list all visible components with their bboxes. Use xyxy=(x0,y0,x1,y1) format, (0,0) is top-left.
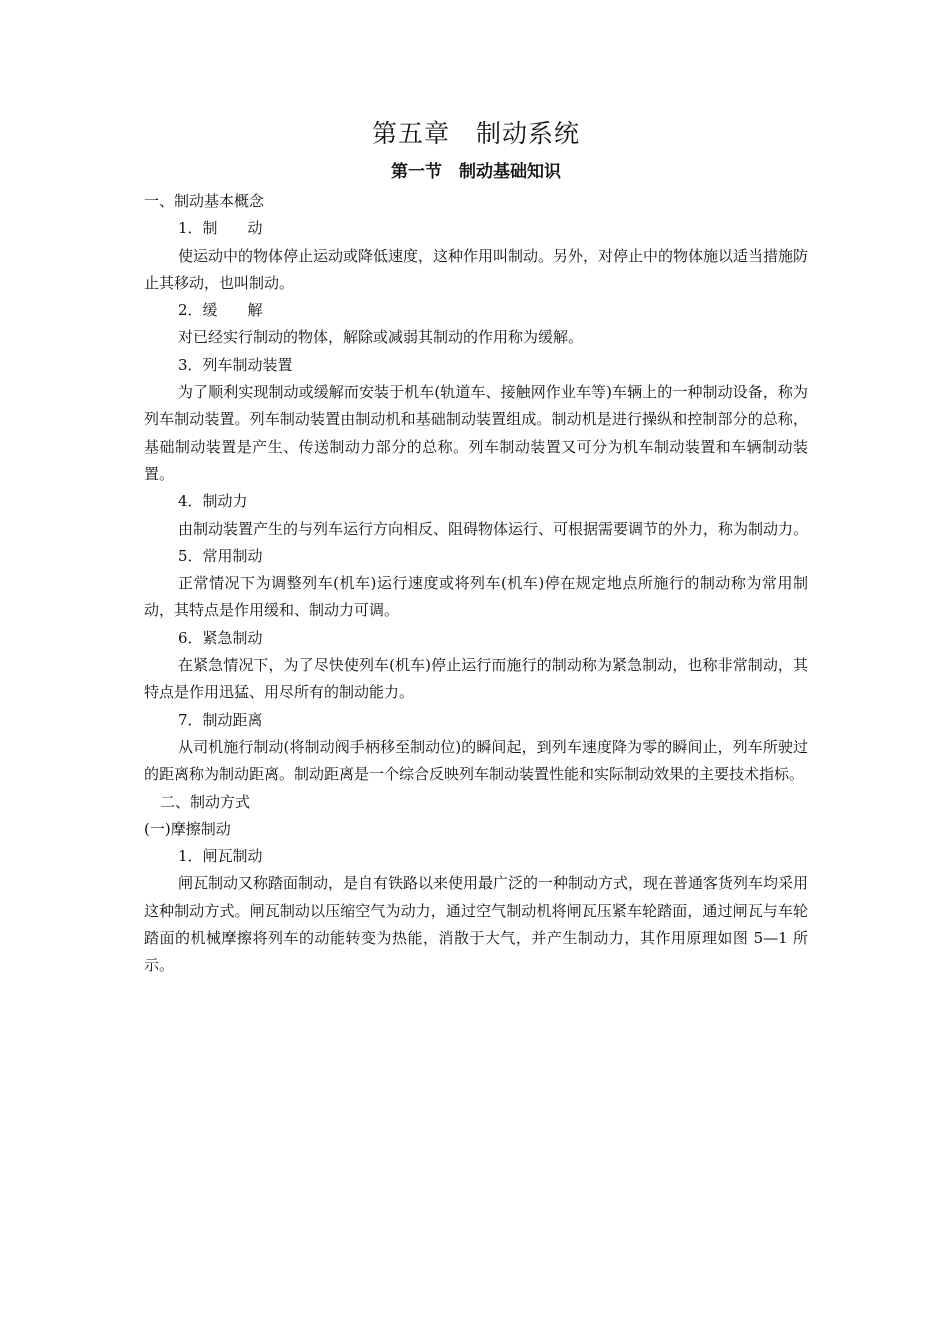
section-title: 第一节 制动基础知识 xyxy=(391,162,561,182)
paragraph-braking-force: 由制动装置产生的与列车运行方向相反、阻碍物体运行、可根据需要调节的外力，称为制动力。 xyxy=(178,519,809,538)
item-train-brake-device: 3．列车制动装置 xyxy=(178,355,293,374)
paragraph-braking: 使运动中的物体停止运动或降低速度，这种作用叫制动。另外，对停止中的物体施以适当措施防止其移动，也叫制动。 xyxy=(144,246,809,292)
paragraph-shoe-braking: 闸瓦制动又称踏面制动，是自有铁路以来使用最广泛的一种制动方式，现在普通客货列车均采用这种制动方式。闸瓦制动以压缩空气为动力，通过空气制动机将闸瓦压紧车轮踏面，通过闸瓦与车轮踏面的机械摩擦将列车的动能转变为热能，消散于大气，并产生制动力，其作用原理如图 5—1 所示。 xyxy=(144,874,809,975)
item-braking-force: 4．制动力 xyxy=(178,492,248,511)
paragraph-emergency-braking: 在紧急情况下，为了尽快使列车(机车)停止运行而施行的制动称为紧急制动，也称非常制动，其特点是作用迅猛、用尽所有的制动能力。 xyxy=(144,656,808,702)
heading-braking-methods: 二、制动方式 xyxy=(160,792,251,811)
item-release: 2．缓 解 xyxy=(178,301,263,320)
item-service-braking: 5．常用制动 xyxy=(178,546,263,565)
paragraph-release: 对已经实行制动的物体，解除或减弱其制动的作用称为缓解。 xyxy=(178,328,584,347)
paragraph-train-brake-device: 为了顺利实现制动或缓解而安装于机车(轨道车、接触网作业车等)车辆上的一种制动设备，称为列车制动装置。列车制动装置由制动机和基础制动装置组成。制动机是进行操纵和控制部分的总称，基础制动装置是产生、传送制动力部分的总称。列车制动装置又可分为机车制动装置和车辆制动装置。 xyxy=(144,383,808,483)
chapter-title: 第五章 制动系统 xyxy=(371,119,580,148)
heading-basic-concepts: 一、制动基本概念 xyxy=(144,192,265,210)
item-emergency-braking: 6．紧急制动 xyxy=(178,628,263,647)
item-braking-distance: 7．制动距离 xyxy=(178,710,263,729)
item-shoe-braking: 1．闸瓦制动 xyxy=(178,847,263,866)
document-page xyxy=(144,112,808,980)
heading-friction-braking: (一)摩擦制动 xyxy=(144,819,231,838)
paragraph-service-braking: 正常情况下为调整列车(机车)运行速度或将列车(机车)停在规定地点所施行的制动称为常用制动，其特点是作用缓和、制动力可调。 xyxy=(144,574,808,620)
item-braking: 1．制 动 xyxy=(178,219,263,238)
paragraph-braking-distance: 从司机施行制动(将制动阀手柄移至制动位)的瞬间起，到列车速度降为零的瞬间止，列车所驶过的距离称为制动距离。制动距离是一个综合反映列车制动装置性能和实际制动效果的主要技术指标。 xyxy=(144,737,808,784)
